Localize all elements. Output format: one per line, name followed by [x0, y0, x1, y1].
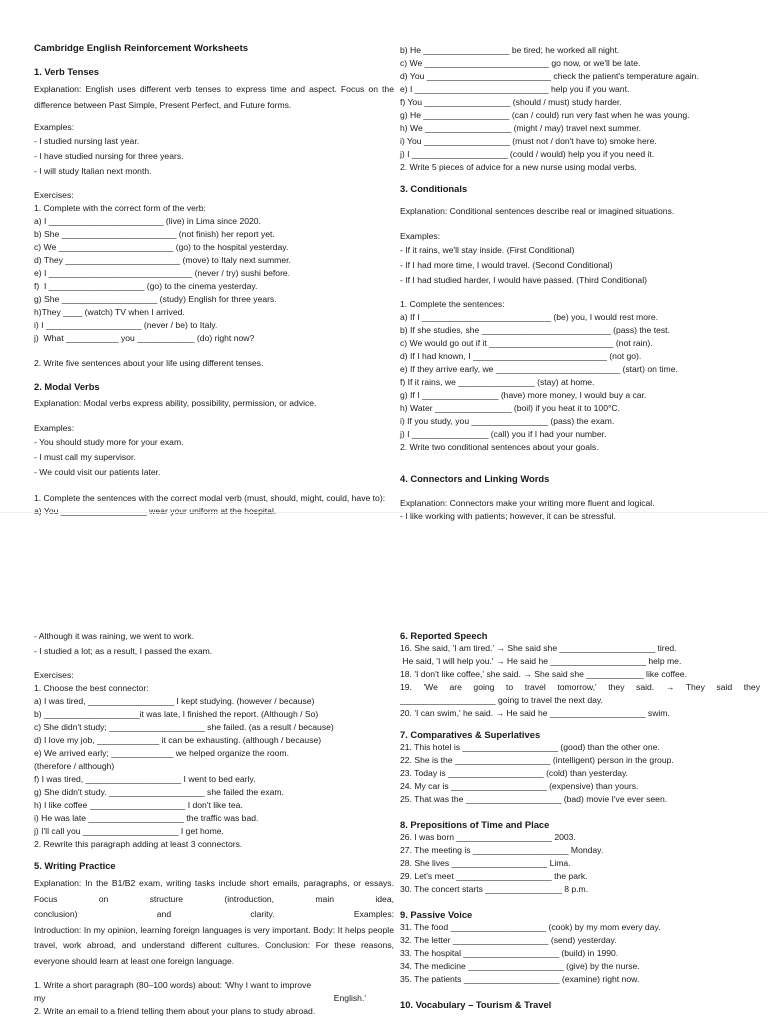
- exercise-item: 28. She lives ____________________ Lima.: [400, 858, 571, 868]
- exercise-item: c) She didn't study; ____________________ she failed. (as a result / because): [34, 722, 334, 732]
- writing-task-1-continued: [34, 992, 366, 1005]
- exercise-item: g) If I ________________ (have) more money, I would buy a car.: [400, 390, 647, 400]
- section-heading-conditionals: 3. Conditionals: [400, 183, 468, 194]
- exercise-item: 33. The hospital ____________________ (build) in 1990.: [400, 948, 619, 958]
- exercise-item: c) We ________________________ (go) to the hospital yesterday.: [34, 242, 289, 252]
- exercise-item: 21. This hotel is ____________________ (good) than the other one.: [400, 742, 660, 752]
- example-line: - I studied nursing last year.: [34, 136, 140, 146]
- exercise-item-19-continued: ____________________ going to travel the next day.: [400, 695, 603, 705]
- exercise-item: b) If she studies, she ___________________________ (pass) the test.: [400, 325, 670, 335]
- exercise-item: 24. My car is ____________________ (expensive) than yours.: [400, 781, 639, 791]
- writing-task-1: 1. Write a short paragraph (80–100 words) about: 'Why I want to improve: [34, 980, 312, 990]
- exercise-item: c) We would go out if it __________________________ (not rain).: [400, 338, 653, 348]
- exercise-item: He said, 'I will help you.' → He said he ____________________ help me.: [400, 656, 682, 666]
- exercise-item: 27. The meeting is ____________________ Monday.: [400, 845, 604, 855]
- example-line: - We could visit our patients later.: [34, 467, 161, 477]
- writing-task-1-end: English.': [333, 993, 366, 1003]
- connectors-task-1: 1. Choose the best connector:: [34, 683, 149, 693]
- section-heading-connectors: 4. Connectors and Linking Words: [400, 473, 550, 484]
- exercise-item: f) I was tired, ____________________ I went to bed early.: [34, 774, 256, 784]
- exercise-item: h) We __________________ (might / may) travel next summer.: [400, 123, 642, 133]
- writing-explanation-part-2: conclusion) and clarity. Examples:: [34, 909, 394, 919]
- section-heading-modal-verbs: 2. Modal Verbs: [34, 381, 100, 392]
- exercise-item: g) She didn't study. ____________________ she failed the exam.: [34, 787, 284, 797]
- worksheet-page-2: [0, 512, 768, 1024]
- connectors-explanation: Explanation: Connectors make your writing more fluent and logical.: [400, 498, 655, 508]
- exercise-item: h)They ____ (watch) TV when I arrived.: [34, 307, 185, 317]
- exercise-item: d) If I had known, I ____________________________ (not go).: [400, 351, 642, 361]
- modal-verbs-task-1: 1. Complete the sentences with the correct modal verb (must, should, might, could, have to):: [34, 493, 386, 503]
- writing-task-1-word: my: [34, 993, 46, 1003]
- exercise-item: 30. The concert starts ________________ 8 p.m.: [400, 884, 589, 894]
- exercise-item: j) I ________________ (call) you if I had your number.: [400, 429, 607, 439]
- exercise-item: 31. The food ____________________ (cook) by my mom every day.: [400, 922, 661, 932]
- reported-speech-exercise-list: [400, 642, 760, 720]
- modal-verbs-examples: [34, 435, 394, 480]
- exercise-item: d) They ________________________ (move) to Italy next summer.: [34, 255, 291, 265]
- section-heading-passive-voice: 9. Passive Voice: [400, 909, 473, 920]
- prepositions-exercise-list: [400, 831, 760, 896]
- example-line: - You should study more for your exam.: [34, 437, 184, 447]
- connectors-task-2: 2. Rewrite this paragraph adding at least 3 connectors.: [34, 839, 243, 849]
- exercise-item: e) We arrived early; _____________ we helped organize the room.: [34, 748, 289, 758]
- passive-voice-exercise-list: [400, 921, 760, 986]
- exercise-item: i) If you study, you ________________ (pass) the exam.: [400, 416, 615, 426]
- connectors-examples-continued: [34, 629, 394, 659]
- section-heading-comparatives: 7. Comparatives & Superlatives: [400, 729, 541, 740]
- exercise-item: 23. Today is ____________________ (cold) than yesterday.: [400, 768, 629, 778]
- exercise-item: (therefore / although): [34, 761, 115, 771]
- exercise-item: a) You __________________ wear your uniform at the hospital.: [34, 506, 277, 516]
- section-heading-reported-speech: 6. Reported Speech: [400, 630, 488, 641]
- modal-verbs-examples-label: Examples:: [34, 423, 75, 433]
- exercise-item: c) We __________________________ go now, or we'll be late.: [400, 58, 641, 68]
- verb-tenses-examples: [34, 134, 394, 179]
- verb-tenses-exercises-label: Exercises:: [34, 190, 74, 200]
- exercise-item: 29. Let's meet ____________________ the park.: [400, 871, 588, 881]
- page2-right-column: [400, 629, 760, 1011]
- exercise-item: f) I ____________________ (go) to the cinema yesterday.: [34, 281, 258, 291]
- page1-left-column: [34, 42, 394, 518]
- exercise-item: d) I love my job, _____________ it can be exhausting. (although / because): [34, 735, 322, 745]
- exercise-item: a) I was tired, __________________ I kept studying. (however / because): [34, 696, 315, 706]
- conditionals-exercise-list: [400, 311, 760, 441]
- exercise-item: j) What ___________ you ____________ (do) right now?: [34, 333, 255, 343]
- exercise-item: 18. 'I don't like coffee,' she said. → She said she ____________ like coffee.: [400, 669, 687, 679]
- writing-explanation-part-1: Explanation: In the B1/B2 exam, writing tasks include short emails, paragraphs, or essays. Focus on structure (introduction, main idea,: [34, 878, 394, 904]
- example-line: - I like working with patients; however, it can be stressful.: [400, 511, 616, 521]
- example-line: - I studied a lot; as a result, I passed the exam.: [34, 646, 213, 656]
- exercise-item: e) I ______________________________ (never / try) sushi before.: [34, 268, 291, 278]
- conditionals-explanation: Explanation: Conditional sentences describe real or imagined situations.: [400, 206, 675, 216]
- exercise-item-19: 19. 'We are going to travel tomorrow,' they said. → They said they: [400, 682, 760, 692]
- exercise-item: 20. 'I can swim,' he said. → He said he ____________________ swim.: [400, 708, 670, 718]
- example-line: - I have studied nursing for three years.: [34, 151, 184, 161]
- modal-verbs-explanation: Explanation: Modal verbs express ability, possibility, permission, or advice.: [34, 398, 317, 408]
- section-heading-verb-tenses: 1. Verb Tenses: [34, 66, 99, 77]
- example-line: - I will study Italian next month.: [34, 166, 152, 176]
- page2-left-column: [34, 629, 394, 1018]
- exercise-item: 16. She said, 'I am tired.' → She said she ____________________ tired.: [400, 643, 677, 653]
- exercise-item: e) If they arrive early, we __________________________ (start) on time.: [400, 364, 678, 374]
- exercise-item: h) Water ________________ (boil) if you heat it to 100°C.: [400, 403, 621, 413]
- verb-tenses-task-1: 1. Complete with the correct form of the verb:: [34, 203, 206, 213]
- example-line: - Although it was raining, we went to work.: [34, 631, 195, 641]
- exercise-item: 32. The letter ____________________ (send) yesterday.: [400, 935, 617, 945]
- section-heading-prepositions: 8. Prepositions of Time and Place: [400, 819, 550, 830]
- exercise-item: d) You __________________________ check the patient's temperature again.: [400, 71, 699, 81]
- modal-verbs-task-2: 2. Write 5 pieces of advice for a new nurse using modal verbs.: [400, 162, 637, 172]
- exercise-item: h) I like coffee ____________________ I don't like tea.: [34, 800, 243, 810]
- example-line: - If I had studied harder, I would have passed. (Third Conditional): [400, 275, 647, 285]
- exercise-item: i) He was late ____________________ the traffic was bad.: [34, 813, 259, 823]
- exercise-item: j) I ____________________ (could / would) help you if you need it.: [400, 149, 655, 159]
- writing-practice-explanation: [34, 876, 394, 969]
- exercise-item: 35. The patients ____________________ (examine) right now.: [400, 974, 640, 984]
- connectors-exercises-label: Exercises:: [34, 670, 74, 680]
- exercise-item: a) I ________________________ (live) in Lima since 2020.: [34, 216, 261, 226]
- modal-verbs-exercise-list: [400, 44, 760, 161]
- exercise-item: 34. The medicine ____________________ (give) by the nurse.: [400, 961, 640, 971]
- conditionals-examples: [400, 243, 760, 288]
- section-heading-writing-practice: 5. Writing Practice: [34, 860, 116, 871]
- exercise-item: g) He __________________ (can / could) run very fast when he was young.: [400, 110, 690, 120]
- exercise-item: 25. That was the ____________________ (bad) movie I've ever seen.: [400, 794, 668, 804]
- exercise-item: i) You __________________ (must not / don't have to) smoke here.: [400, 136, 657, 146]
- exercise-item: b) ____________________it was late, I finished the report. (Although / So): [34, 709, 319, 719]
- exercise-item: b) He __________________ be tired; he worked all night.: [400, 45, 620, 55]
- exercise-item: f) If it rains, we ________________ (stay) at home.: [400, 377, 595, 387]
- writing-explanation-part-3: Introduction: In my opinion, learning foreign languages is very important. Body: It helps people travel, work abroad, and understand different cultures. Conclusion: For these reasons, everyone should learn at least one foreign language.: [34, 924, 394, 966]
- example-line: - I must call my supervisor.: [34, 452, 136, 462]
- exercise-item: j) I'll call you ____________________ I get home.: [34, 826, 224, 836]
- conditionals-examples-label: Examples:: [400, 231, 441, 241]
- exercise-item: e) I ____________________________ help you if you want.: [400, 84, 630, 94]
- verb-tenses-task-2: 2. Write five sentences about your life using different tenses.: [34, 358, 264, 368]
- verb-tenses-explanation: Explanation: English uses different verb tenses to express time and aspect. Focus on the difference between Past Simple, Present Perfect, and Future forms.: [34, 84, 394, 110]
- exercise-item: 22. She is the ____________________ (intelligent) person in the group.: [400, 755, 674, 765]
- writing-task-2: 2. Write an email to a friend telling them about your plans to study abroad.: [34, 1006, 316, 1016]
- exercise-item: b) She ________________________ (not finish) her report yet.: [34, 229, 275, 239]
- document-title: Cambridge English Reinforcement Worksheets: [34, 43, 249, 54]
- example-line: - If it rains, we'll stay inside. (First Conditional): [400, 245, 575, 255]
- exercise-item: 26. I was born ____________________ 2003.: [400, 832, 576, 842]
- verb-tenses-exercise-list: [34, 215, 394, 345]
- comparatives-exercise-list: [400, 741, 760, 806]
- page1-right-column: [400, 44, 760, 523]
- exercise-item: g) She ____________________ (study) English for three years.: [34, 294, 277, 304]
- conditionals-task-1: 1. Complete the sentences:: [400, 299, 505, 309]
- connectors-exercise-list: [34, 695, 394, 838]
- verb-tenses-examples-label: Examples:: [34, 122, 75, 132]
- exercise-item: i) I ____________________ (never / be) to Italy.: [34, 320, 218, 330]
- exercise-item: f) You __________________ (should / must) study harder.: [400, 97, 622, 107]
- conditionals-task-2: 2. Write two conditional sentences about your goals.: [400, 442, 599, 452]
- example-line: - If I had more time, I would travel. (Second Conditional): [400, 260, 613, 270]
- exercise-item: a) If I ___________________________ (be) you, I would rest more.: [400, 312, 658, 322]
- section-heading-vocabulary: 10. Vocabulary – Tourism & Travel: [400, 999, 552, 1010]
